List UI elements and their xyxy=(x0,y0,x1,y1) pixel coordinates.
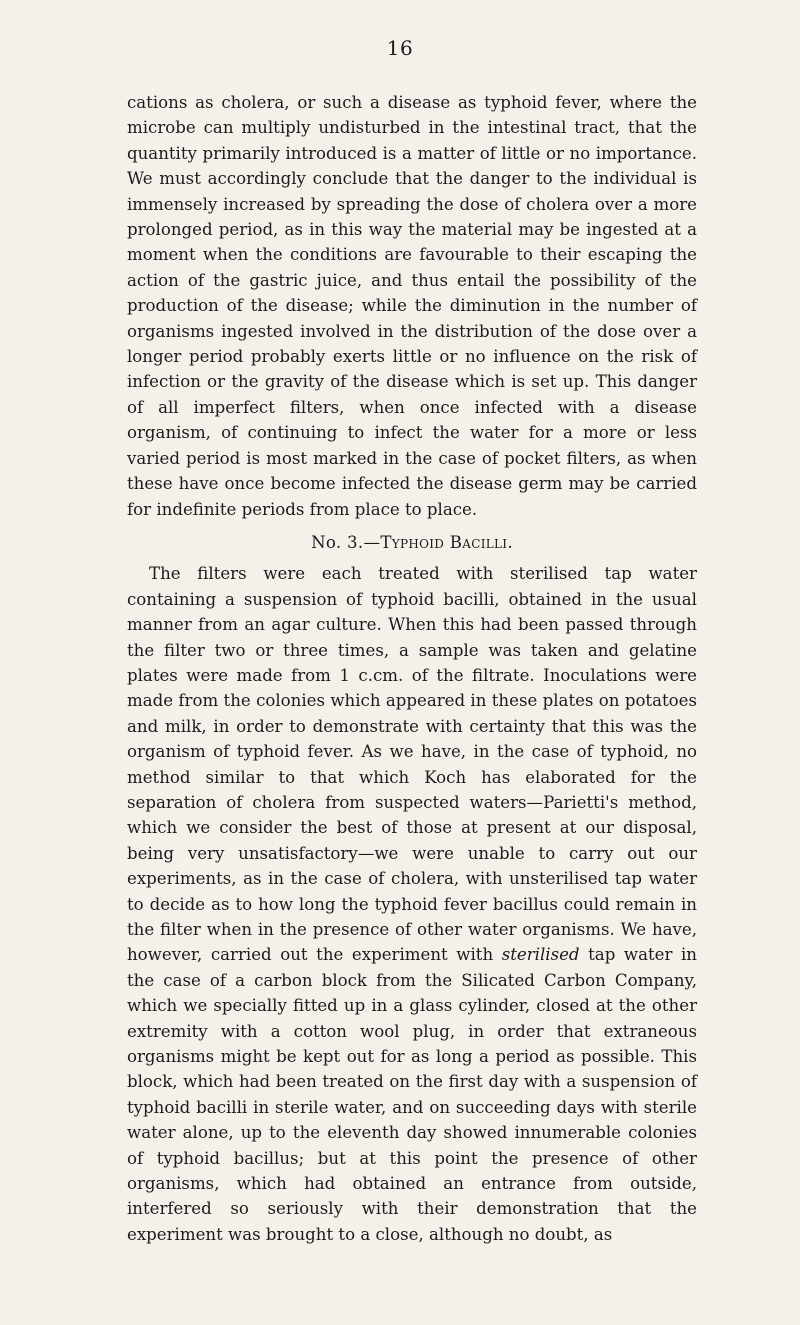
section-number: No. 3. xyxy=(311,532,364,552)
paragraph-typhoid-part-1: The filters were each treated with sterilised tap water containing a suspension of typhoid bacilli, obtained in the usual manner from an agar culture. When this had been passed through the filter two or three times, a sample was taken and gelatine plates were made from 1 c.cm. of the filtrate. Inoculations were made from the colonies which appeared in these plates on potatoes and milk, in order to demonstrate with certainty that this was the organism of typhoid fever. As we have, in the case of typhoid, no method similar to that which Koch has elaborated for the separation of cholera from suspected waters—Parietti's method, which we consider the best of those at present at our disposal, being very unsatisfactory—we were unable to carry out our experiments, as in the case of cholera, with unsterilised tap water to decide as to how long the typhoid fever bacillus could remain in the filter when in the presence of other water organisms. We have, however, carried out the experiment with xyxy=(127,564,697,965)
paragraph-typhoid-part-2: tap water in the case of a carbon block from the Silicated Carbon Company, which we specially fitted up in a glass cylinder, closed at the other extremity with a cotton wool plug, in order that extraneous organisms might be kept out for as long a period as possible. This block, which had been treated on the first day with a suspension of typhoid bacilli in sterile water, and on succeeding days with sterile water alone, up to the eleventh day showed innumerable colonies of typhoid bacillus; but at this point the presence of other organisms, which had obtained an entrance from outside, interfered so seriously with their demonstration that the experiment was brought to a close, although no doubt, as xyxy=(127,945,697,1244)
paragraph-typhoid xyxy=(127,561,697,1247)
body-text xyxy=(127,90,697,1247)
paragraph-continuation: cations as cholera, or such a disease as typhoid fever, where the microbe can multiply undisturbed in the intestinal tract, that the quantity primarily introduced is a matter of little or no importance. We must accordingly conclude that the danger to the individual is immensely increased by spreading the dose of cholera over a more prolonged period, as in this way the material may be ingested at a moment when the conditions are favourable to their escaping the action of the gastric juice, and thus entail the possibility of the production of the disease; while the diminution in the number of organisms ingested involved in the distribution of the dose over a longer period probably exerts little or no influence on the risk of infection or the gravity of the disease which is set up. This danger of all imperfect filters, when once infected with a disease organism, of continuing to infect the water for a more or less varied period is most marked in the case of pocket filters, as when these have once become infected the disease germ may be carried for indefinite periods from place to place. xyxy=(127,93,697,519)
italic-term-sterilised: sterilised xyxy=(501,945,580,965)
section-dash: — xyxy=(363,532,381,552)
page-number: 16 xyxy=(386,36,414,60)
section-heading xyxy=(127,530,697,555)
section-title: Typhoid Bacilli. xyxy=(380,532,513,552)
